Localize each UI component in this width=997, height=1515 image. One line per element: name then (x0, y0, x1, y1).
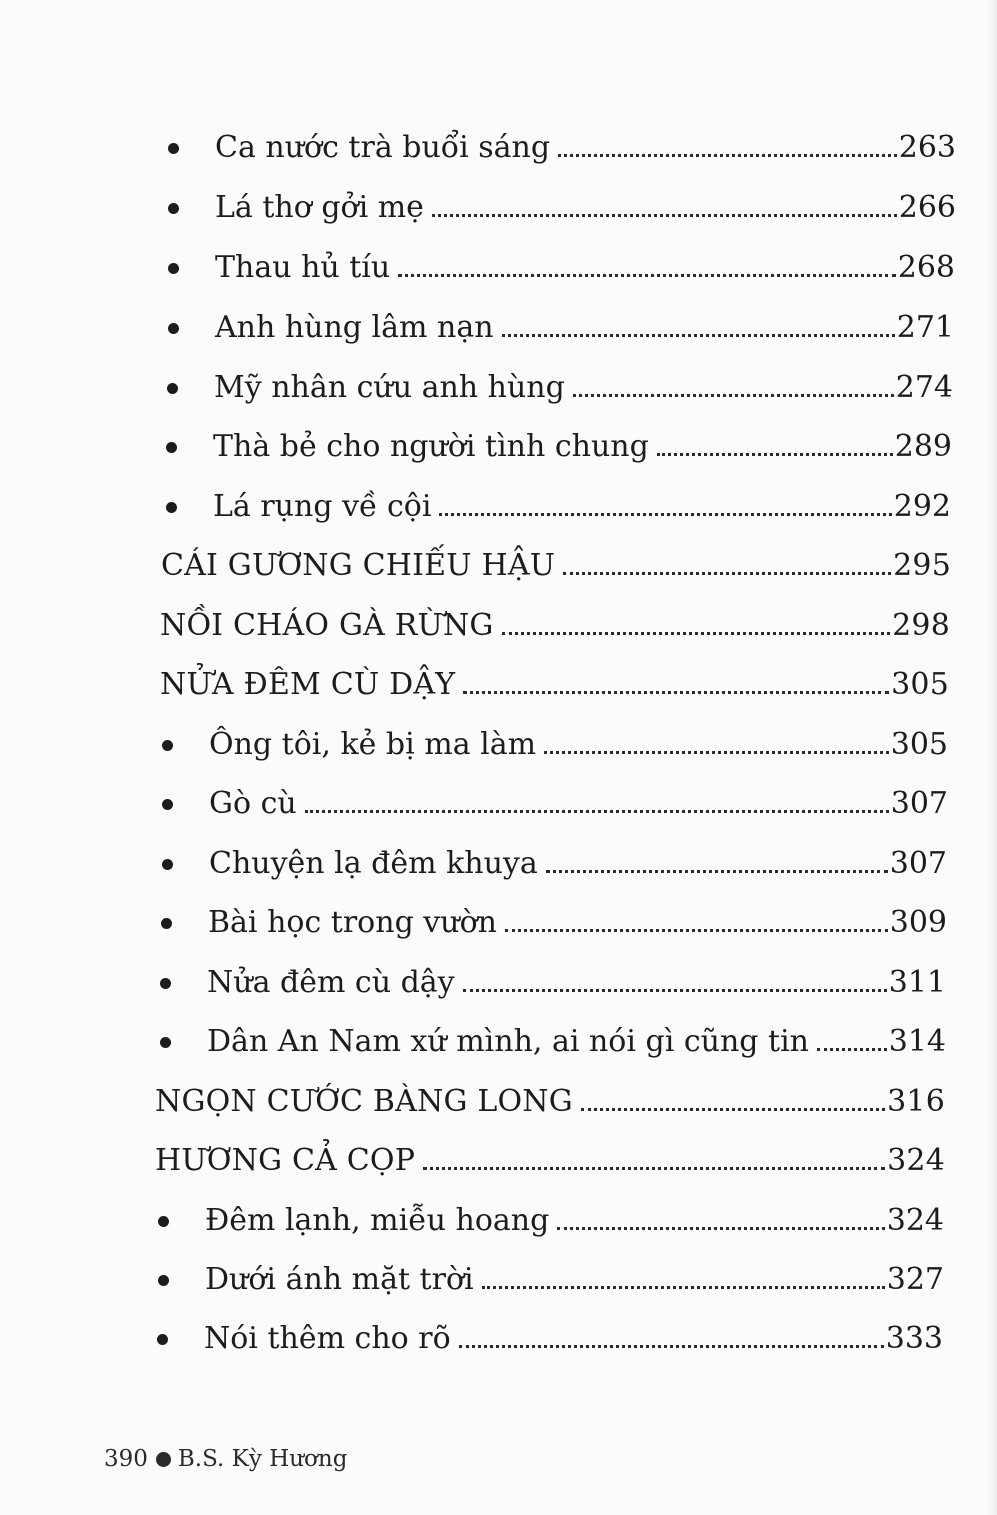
toc-entry (160, 957, 946, 1001)
toc-entry-title: Đêm lạnh, miễu hoang (205, 1203, 550, 1238)
bullet-icon (157, 1334, 168, 1345)
bullet-icon (158, 1275, 169, 1286)
toc-section-title: NỒI CHÁO GÀ RỪNG (160, 608, 494, 643)
toc-section-page: 305 (891, 667, 949, 702)
toc-entry (167, 362, 953, 406)
dot-leader (439, 513, 891, 516)
toc-entry-page: 307 (889, 846, 947, 881)
dot-leader (459, 1345, 884, 1348)
toc-section (160, 659, 949, 703)
bullet-icon (162, 859, 173, 870)
dot-leader (657, 453, 893, 456)
bullet-icon (162, 799, 173, 810)
toc-entry-title: Anh hùng lâm nạn (215, 310, 494, 345)
dot-leader (423, 1167, 885, 1170)
dot-leader (502, 334, 895, 337)
toc-entry-title: Chuyện lạ đêm khuya (209, 846, 538, 881)
toc-entry-title: Mỹ nhân cứu anh hùng (214, 370, 565, 405)
toc-entry-title: Dân An Nam xứ mình, ai nói gì cũng tin (207, 1024, 809, 1059)
toc-entry (158, 1195, 944, 1239)
toc-entry (168, 122, 956, 166)
toc-entry-page: 274 (895, 370, 953, 405)
toc-entry-page: 327 (886, 1262, 944, 1297)
toc-entry-title: Nửa đêm cù dậy (207, 965, 455, 1000)
toc-entry (162, 719, 948, 763)
toc-entry-page: 309 (889, 905, 947, 940)
toc-section-title: NGỌN CƯỚC BÀNG LONG (155, 1084, 573, 1119)
toc-entry (162, 778, 948, 822)
toc-entry-page: 263 (898, 130, 956, 165)
toc-entry (157, 1313, 943, 1357)
toc-entry-page: 307 (890, 786, 948, 821)
footer-author: B.S. Kỳ Hương (177, 1446, 348, 1472)
toc-entry (168, 242, 955, 286)
toc-entry-page: 271 (896, 310, 954, 345)
toc-entry-page: 324 (886, 1203, 944, 1238)
dot-leader (305, 810, 889, 813)
toc-entry-page: 314 (888, 1024, 946, 1059)
toc-entry-title: Ông tôi, kẻ bị ma làm (209, 727, 537, 762)
flower-ornament-icon (156, 1452, 171, 1467)
dot-leader (573, 394, 894, 397)
bullet-icon (158, 1216, 169, 1227)
bullet-icon (161, 918, 172, 929)
bullet-icon (160, 978, 171, 989)
dot-leader (546, 870, 888, 873)
toc-entry-page: 305 (890, 727, 948, 762)
dot-leader (463, 691, 889, 694)
toc-section (155, 1135, 945, 1179)
page-footer (104, 1442, 347, 1476)
dot-leader (502, 632, 891, 635)
toc-section (160, 600, 950, 644)
dot-leader (463, 989, 887, 992)
toc-entry (168, 182, 956, 226)
toc-section-title: CÁI GƯƠNG CHIẾU HẬU (161, 548, 556, 583)
toc-entry (162, 838, 947, 882)
dot-leader (482, 1286, 885, 1289)
bullet-icon (166, 502, 177, 513)
toc-entry-title: Dưới ánh mặt trời (205, 1262, 474, 1297)
dot-leader (557, 1227, 884, 1230)
toc-section (155, 1076, 945, 1120)
bullet-icon (162, 740, 173, 751)
toc-entry-title: Ca nước trà buổi sáng (215, 130, 551, 165)
toc-section-title: NỬA ĐÊM CÙ DẬY (160, 667, 456, 702)
dot-leader (581, 1108, 885, 1111)
bullet-icon (168, 263, 179, 274)
toc-entry-page: 289 (894, 429, 952, 464)
footer-page-number: 390 (104, 1446, 148, 1472)
toc-entry (160, 1016, 946, 1060)
dot-leader (432, 214, 897, 217)
toc-section-title: HƯƠNG CẢ CỌP (155, 1143, 416, 1178)
toc-section-page: 295 (893, 548, 951, 583)
toc-entry-title: Lá rụng về cội (213, 489, 432, 524)
bullet-icon (167, 383, 178, 394)
dot-leader (817, 1048, 887, 1051)
toc-entry (161, 897, 947, 941)
bullet-icon (166, 442, 177, 453)
toc-entry-title: Nói thêm cho rõ (204, 1321, 451, 1356)
bullet-icon (160, 1037, 171, 1048)
toc-entry-title: Lá thơ gởi mẹ (215, 190, 424, 225)
toc-entry-page: 333 (885, 1321, 943, 1356)
toc-entry-title: Gò cù (209, 786, 297, 821)
toc-entry-page: 268 (897, 250, 955, 285)
toc-entry-page: 311 (888, 965, 946, 1000)
toc-entry (158, 1254, 944, 1298)
bullet-icon (168, 143, 179, 154)
toc-entry (168, 302, 954, 346)
dot-leader (563, 572, 891, 575)
toc-section-page: 298 (892, 608, 950, 643)
toc-entry-title: Thau hủ tíu (215, 250, 391, 285)
dot-leader (398, 274, 896, 277)
toc-section (161, 540, 951, 584)
toc-entry-page: 292 (893, 489, 951, 524)
toc-entry (166, 421, 952, 465)
dot-leader (505, 929, 888, 932)
bullet-icon (168, 323, 179, 334)
toc-section-page: 316 (887, 1084, 945, 1119)
bullet-icon (168, 203, 179, 214)
toc-entry-page: 266 (898, 190, 956, 225)
toc-entry (166, 481, 951, 525)
toc-entry-title: Bài học trong vườn (208, 905, 497, 940)
toc-entry-title: Thà bẻ cho người tình chung (213, 429, 649, 464)
toc-section-page: 324 (887, 1143, 945, 1178)
dot-leader (558, 154, 897, 157)
dot-leader (544, 751, 889, 754)
